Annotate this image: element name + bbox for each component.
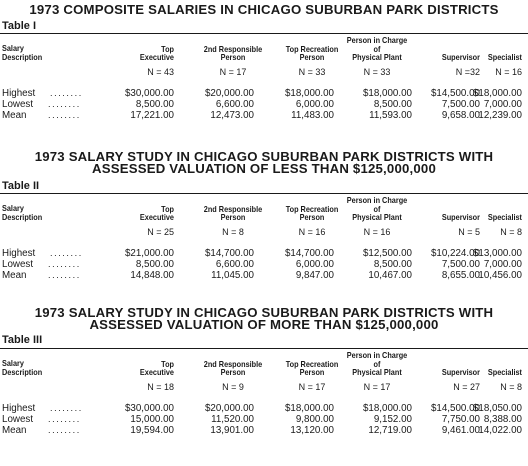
salary-value: 9,658.00	[441, 110, 480, 121]
salary-value: 10,467.00	[368, 270, 412, 281]
n-count: N = 17	[363, 382, 391, 392]
column-header: Physical Plant	[352, 52, 402, 63]
column-header: Top	[161, 43, 174, 54]
n-count: N = 16	[298, 227, 326, 237]
salary-value: 7,500.00	[441, 259, 480, 270]
salary-value: 9,800.00	[295, 414, 334, 425]
n-count: N = 18	[147, 382, 174, 392]
table-label: Table III	[2, 334, 43, 346]
column-header: Person in Charge	[346, 195, 408, 205]
column-header: Person in Charge	[346, 350, 408, 360]
n-count: N = 17	[298, 382, 326, 392]
table-row	[0, 425, 528, 436]
column-header: Executive	[139, 367, 174, 378]
table-row	[0, 259, 528, 270]
n-count: N =32	[455, 67, 480, 77]
salary-value: $14,500.00	[430, 88, 480, 99]
row-leader-dots: ........	[50, 88, 83, 98]
n-count: N = 8	[500, 382, 522, 392]
salary-value: 13,901.00	[210, 425, 254, 436]
n-count: N = 33	[298, 67, 326, 77]
salary-description-header: Salary	[2, 203, 24, 213]
table-row	[0, 99, 528, 110]
salary-value: $12,500.00	[362, 248, 412, 259]
n-count: N = 16	[495, 67, 522, 77]
salary-table-2	[0, 150, 528, 300]
salary-value: $21,000.00	[124, 248, 174, 259]
table-label: Table II	[2, 180, 40, 192]
salary-value: 14,848.00	[130, 270, 174, 281]
table-rule	[0, 193, 528, 194]
row-leader-dots: ........	[50, 403, 83, 413]
salary-value: 7,750.00	[441, 414, 480, 425]
salary-value: 11,045.00	[211, 270, 254, 281]
salary-value: 17,221.00	[130, 110, 174, 121]
salary-value: 7,000.00	[483, 99, 522, 110]
salary-value: $18,000.00	[284, 88, 334, 99]
salary-value: 12,719.00	[368, 425, 412, 436]
n-count: N = 8	[222, 227, 244, 237]
n-count: N = 8	[500, 227, 522, 237]
column-header: Top	[161, 203, 174, 214]
table-rule	[0, 33, 528, 34]
row-label: Mean	[2, 270, 27, 281]
salary-value: 11,593.00	[369, 110, 412, 121]
salary-value: 8,655.00	[441, 270, 480, 281]
salary-value: 10,456.00	[478, 270, 522, 281]
salary-value: 8,388.00	[483, 414, 522, 425]
salary-value: 9,461.00	[441, 425, 480, 436]
table-row	[0, 414, 528, 425]
row-leader-dots: ........	[48, 259, 81, 269]
column-header: 2nd Responsible	[203, 358, 263, 369]
salary-description-header: Description	[2, 212, 43, 222]
column-header: Specialist	[487, 52, 522, 63]
column-header: Top Recreation	[285, 203, 339, 214]
column-header: Supervisor	[441, 52, 480, 63]
salary-value: 6,000.00	[295, 99, 334, 110]
table-title-line: 1973 SALARY STUDY IN CHICAGO SUBURBAN PARK DISTRICTS WITH	[34, 305, 494, 320]
salary-value: $30,000.00	[124, 88, 174, 99]
salary-value: $14,700.00	[284, 248, 334, 259]
salary-value: $14,500.00	[430, 403, 480, 414]
salary-value: $10,224.00	[430, 248, 480, 259]
table-title-line: 1973 COMPOSITE SALARIES IN CHICAGO SUBURBAN PARK DISTRICTS	[29, 2, 499, 17]
column-header: Physical Plant	[352, 367, 402, 378]
row-label: Highest	[2, 403, 36, 414]
column-header: Physical Plant	[352, 212, 402, 223]
salary-value: 7,500.00	[441, 99, 480, 110]
table-row	[0, 403, 528, 414]
table-title-line: ASSESSED VALUATION OF MORE THAN $125,000,000	[89, 317, 439, 332]
column-header: Person	[299, 212, 325, 223]
salary-value: 8,500.00	[373, 259, 412, 270]
row-leader-dots: ........	[48, 110, 81, 120]
table-row	[0, 110, 528, 121]
column-header: Specialist	[487, 367, 522, 378]
row-label: Highest	[2, 88, 36, 99]
salary-value: 6,600.00	[215, 259, 254, 270]
table-label: Table I	[2, 20, 37, 32]
column-header: of	[373, 203, 381, 214]
table-row	[0, 88, 528, 99]
salary-value: 8,500.00	[135, 99, 174, 110]
salary-value: $18,000.00	[362, 88, 412, 99]
salary-description-header: Description	[2, 367, 43, 377]
column-header: Person	[220, 367, 246, 378]
salary-value: 8,500.00	[373, 99, 412, 110]
n-count: N = 33	[363, 67, 391, 77]
row-leader-dots: ........	[48, 270, 81, 280]
salary-value: $30,000.00	[124, 403, 174, 414]
salary-value: $18,000.00	[472, 88, 522, 99]
salary-value: $14,700.00	[204, 248, 254, 259]
column-header: Person	[299, 367, 325, 378]
column-header: Supervisor	[441, 367, 480, 378]
n-count: N = 27	[453, 382, 480, 392]
row-label: Lowest	[2, 259, 34, 270]
n-count: N = 17	[219, 67, 247, 77]
column-header: 2nd Responsible	[203, 203, 263, 214]
table-title-line: 1973 SALARY STUDY IN CHICAGO SUBURBAN PARK DISTRICTS WITH	[34, 149, 494, 164]
salary-value: $18,050.00	[472, 403, 522, 414]
salary-value: 14,022.00	[478, 425, 522, 436]
table-row	[0, 248, 528, 259]
salary-value: $13,000.00	[472, 248, 522, 259]
column-header: Supervisor	[441, 212, 480, 223]
column-header: of	[373, 43, 381, 54]
salary-value: 8,500.00	[135, 259, 174, 270]
column-header: Top	[161, 358, 174, 369]
salary-value: 11,483.00	[291, 110, 334, 121]
column-header: Top Recreation	[285, 43, 339, 54]
salary-value: 6,000.00	[295, 259, 334, 270]
salary-table-1	[0, 3, 528, 153]
column-header: 2nd Responsible	[203, 43, 263, 54]
salary-value: 9,847.00	[295, 270, 334, 281]
salary-value: $20,000.00	[204, 88, 254, 99]
salary-description-header: Salary	[2, 43, 24, 53]
n-count: N = 25	[147, 227, 174, 237]
column-header: Person	[220, 52, 246, 63]
column-header: Executive	[139, 52, 174, 63]
row-label: Lowest	[2, 414, 34, 425]
salary-value: 19,594.00	[130, 425, 174, 436]
column-header: Specialist	[487, 212, 522, 223]
row-label: Mean	[2, 110, 27, 121]
row-label: Lowest	[2, 99, 34, 110]
n-count: N = 43	[147, 67, 174, 77]
salary-value: 12,473.00	[210, 110, 254, 121]
salary-value: 11,520.00	[211, 414, 254, 425]
row-leader-dots: ........	[48, 425, 81, 435]
table-rule	[0, 348, 528, 349]
n-count: N = 9	[222, 382, 244, 392]
column-header: Person	[299, 52, 325, 63]
salary-description-header: Salary	[2, 358, 24, 368]
row-label: Highest	[2, 248, 36, 259]
row-leader-dots: ........	[48, 414, 81, 424]
salary-value: 13,120.00	[290, 425, 334, 436]
salary-value: $20,000.00	[204, 403, 254, 414]
table-row	[0, 270, 528, 281]
salary-value: 12,239.00	[478, 110, 522, 121]
row-leader-dots: ........	[50, 248, 83, 258]
salary-value: $18,000.00	[362, 403, 412, 414]
column-header: Executive	[139, 212, 174, 223]
salary-value: $18,000.00	[284, 403, 334, 414]
table-title-line: ASSESSED VALUATION OF LESS THAN $125,000,000	[92, 161, 436, 176]
salary-description-header: Description	[2, 52, 43, 62]
n-count: N = 16	[363, 227, 391, 237]
salary-value: 6,600.00	[215, 99, 254, 110]
salary-table-3	[0, 306, 528, 456]
row-label: Mean	[2, 425, 27, 436]
column-header: of	[373, 358, 381, 369]
n-count: N = 5	[458, 227, 480, 237]
salary-value: 15,000.00	[130, 414, 174, 425]
column-header: Person in Charge	[346, 35, 408, 45]
salary-value: 9,152.00	[373, 414, 412, 425]
row-leader-dots: ........	[48, 99, 81, 109]
salary-value: 7,000.00	[483, 259, 522, 270]
column-header: Person	[220, 212, 246, 223]
column-header: Top Recreation	[285, 358, 339, 369]
